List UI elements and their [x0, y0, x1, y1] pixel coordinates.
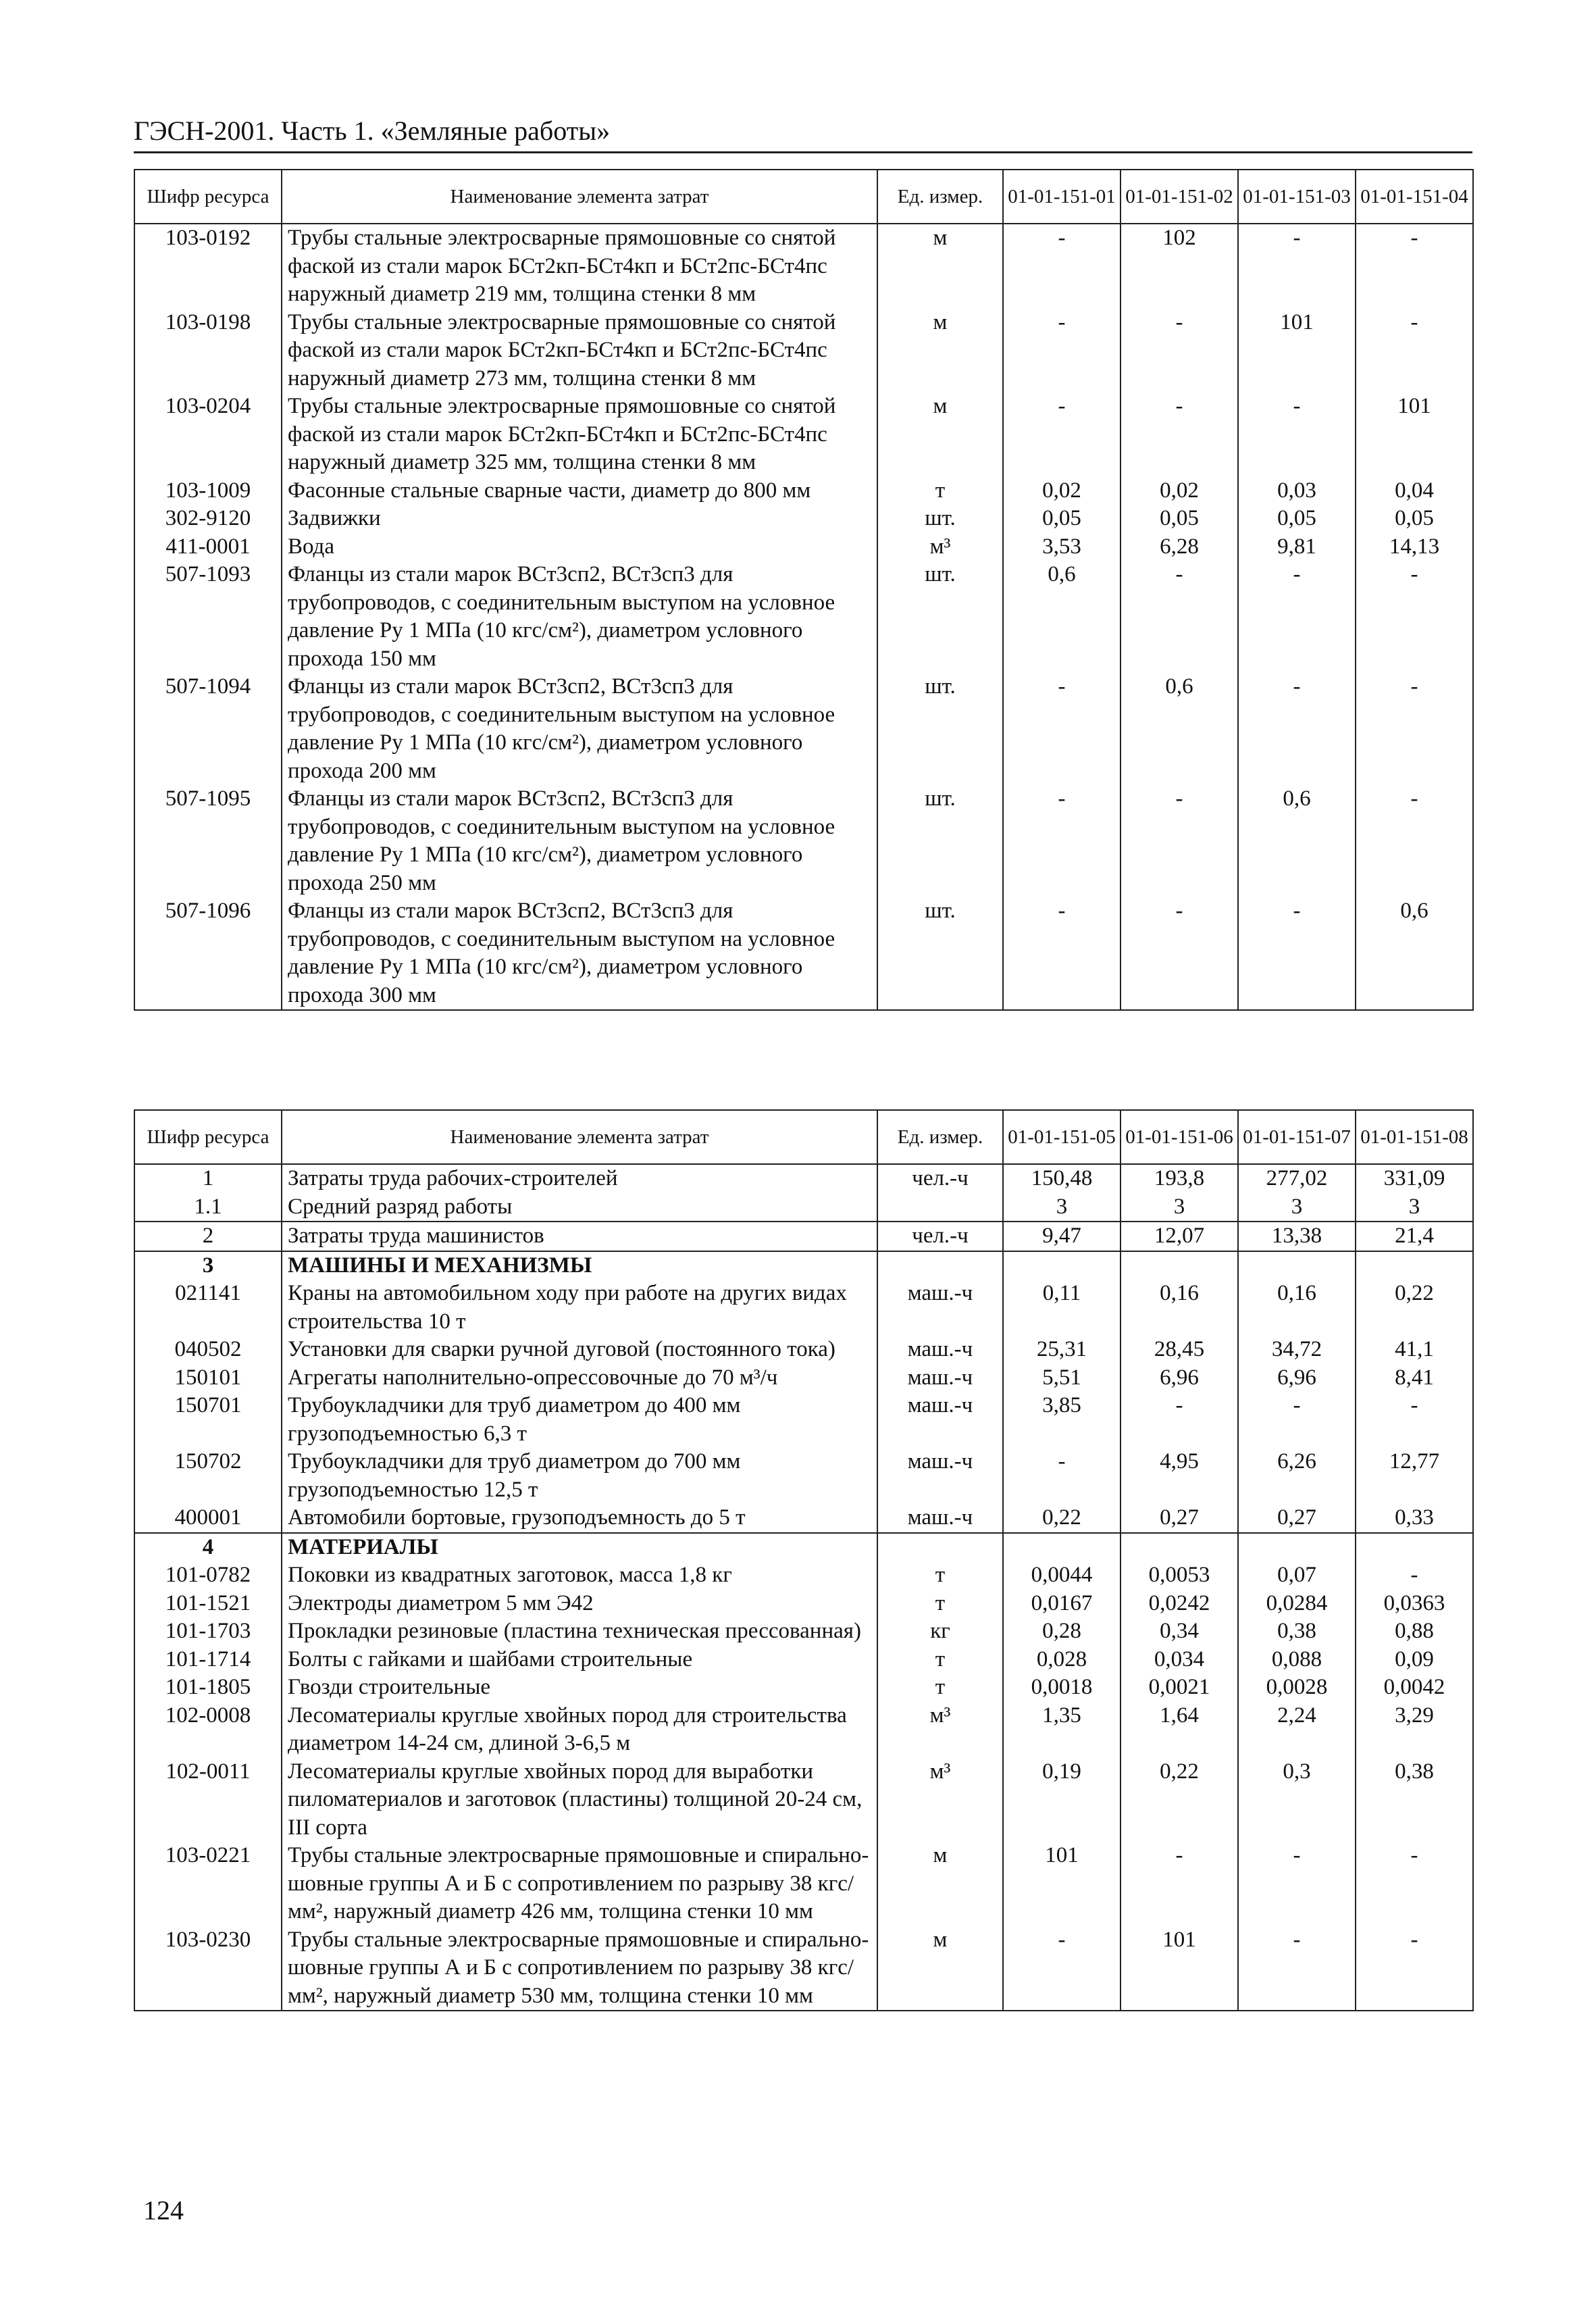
value-cell-2: -: [1121, 1842, 1238, 1926]
value-cell-4: 3: [1356, 1193, 1473, 1222]
value-cell-4: 8,41: [1356, 1364, 1473, 1392]
column-header-v4: 01-01-151-08: [1356, 1110, 1473, 1164]
value-cell-3: 0,0284: [1238, 1590, 1356, 1618]
table-row: [134, 1251, 1473, 1280]
value-cell-1: -: [1003, 309, 1121, 393]
value-cell-4: -: [1356, 1392, 1473, 1448]
value-cell-2: 0,05: [1121, 505, 1238, 533]
value-cell-2: -: [1121, 309, 1238, 393]
value-cell-3: 277,02: [1238, 1164, 1356, 1193]
resource-name-cell: Гвозди строительные: [282, 1674, 877, 1702]
resource-code-cell: 507-1096: [134, 897, 282, 1010]
resource-name-cell: Фланцы из стали марок ВСт3сп2, ВСт3сп3 для трубопроводов, с соединительным выступом на условное давление Ру 1 МПа (10 кгс/см²), диаметром условного прохода 200 мм: [282, 673, 877, 785]
resource-code-cell: 507-1093: [134, 561, 282, 673]
value-cell-1: 9,47: [1003, 1222, 1121, 1251]
value-cell-2: [1121, 1533, 1238, 1562]
resource-name-cell: Трубы стальные электросварные прямошовные со снятой фаской из стали марок БСт2кп-БСт4кп и БСт2пс-БСт4пс наружный диаметр 273 мм, толщина стенки 8 мм: [282, 309, 877, 393]
resource-code-cell: 302-9120: [134, 505, 282, 533]
column-header-v1: 01-01-151-05: [1003, 1110, 1121, 1164]
value-cell-4: 12,77: [1356, 1448, 1473, 1504]
unit-cell: м³: [877, 1758, 1003, 1842]
unit-cell: маш.-ч: [877, 1364, 1003, 1392]
unit-cell: м: [877, 1926, 1003, 2011]
table-row: [134, 1617, 1473, 1646]
column-header-code: Шифр ресурса: [134, 170, 282, 224]
value-cell-3: 0,27: [1238, 1504, 1356, 1533]
table-row: [134, 224, 1473, 309]
value-cell-4: 0,38: [1356, 1758, 1473, 1842]
value-cell-2: -: [1121, 1392, 1238, 1448]
value-cell-2: 0,34: [1121, 1617, 1238, 1646]
unit-cell: шт.: [877, 505, 1003, 533]
value-cell-1: -: [1003, 1926, 1121, 2011]
table-row: [134, 897, 1473, 1010]
resource-code-cell: 507-1095: [134, 785, 282, 897]
value-cell-1: 0,22: [1003, 1504, 1121, 1533]
value-cell-3: [1238, 1533, 1356, 1562]
resource-code-cell: 1.1: [134, 1193, 282, 1222]
value-cell-3: -: [1238, 897, 1356, 1010]
resource-code-cell: 2: [134, 1222, 282, 1251]
value-cell-3: -: [1238, 1392, 1356, 1448]
value-cell-1: 0,28: [1003, 1617, 1121, 1646]
value-cell-2: -: [1121, 785, 1238, 897]
resource-code-cell: 103-0230: [134, 1926, 282, 2011]
resource-name-cell: Трубоукладчики для труб диаметром до 700 мм грузоподъемностью 12,5 т: [282, 1448, 877, 1504]
table-row: [134, 1674, 1473, 1702]
table-row: [134, 1702, 1473, 1758]
unit-cell: т: [877, 477, 1003, 505]
table-row: [134, 1193, 1473, 1222]
value-cell-4: -: [1356, 561, 1473, 673]
value-cell-2: 0,0242: [1121, 1590, 1238, 1618]
value-cell-4: 0,09: [1356, 1646, 1473, 1674]
value-cell-3: 101: [1238, 309, 1356, 393]
unit-cell: маш.-ч: [877, 1336, 1003, 1364]
resource-code-cell: 3: [134, 1251, 282, 1280]
unit-cell: чел.-ч: [877, 1222, 1003, 1251]
resource-name-cell: Поковки из квадратных заготовок, масса 1,8 кг: [282, 1561, 877, 1590]
table-row: [134, 1336, 1473, 1364]
value-cell-1: 3: [1003, 1193, 1121, 1222]
unit-cell: м: [877, 393, 1003, 477]
value-cell-2: 0,0021: [1121, 1674, 1238, 1702]
unit-cell: м: [877, 224, 1003, 309]
unit-cell: т: [877, 1646, 1003, 1674]
value-cell-2: 6,96: [1121, 1364, 1238, 1392]
value-cell-2: 0,6: [1121, 673, 1238, 785]
value-cell-3: 6,96: [1238, 1364, 1356, 1392]
table-row: [134, 785, 1473, 897]
resource-name-cell: Трубы стальные электросварные прямошовные со снятой фаской из стали марок БСт2кп-БСт4кп и БСт2пс-БСт4пс наружный диаметр 325 мм, толщина стенки 8 мм: [282, 393, 877, 477]
column-header-name: Наименование элемента затрат: [282, 1110, 877, 1164]
resource-code-cell: 101-1805: [134, 1674, 282, 1702]
value-cell-1: 0,6: [1003, 561, 1121, 673]
resource-code-cell: 150101: [134, 1364, 282, 1392]
resource-code-cell: 411-0001: [134, 533, 282, 561]
table-row: [134, 1561, 1473, 1590]
value-cell-3: 0,38: [1238, 1617, 1356, 1646]
resource-name-cell: Фланцы из стали марок ВСт3сп2, ВСт3сп3 для трубопроводов, с соединительным выступом на условное давление Ру 1 МПа (10 кгс/см²), диаметром условного прохода 150 мм: [282, 561, 877, 673]
value-cell-3: 13,38: [1238, 1222, 1356, 1251]
value-cell-1: 0,028: [1003, 1646, 1121, 1674]
resource-code-cell: 150702: [134, 1448, 282, 1504]
resource-name-cell: МАШИНЫ И МЕХАНИЗМЫ: [282, 1251, 877, 1280]
resource-code-cell: 101-1703: [134, 1617, 282, 1646]
value-cell-1: 0,05: [1003, 505, 1121, 533]
value-cell-2: 0,034: [1121, 1646, 1238, 1674]
unit-cell: шт.: [877, 561, 1003, 673]
value-cell-3: -: [1238, 224, 1356, 309]
resource-name-cell: Болты с гайками и шайбами строительные: [282, 1646, 877, 1674]
table-row: [134, 477, 1473, 505]
value-cell-4: 101: [1356, 393, 1473, 477]
value-cell-3: 0,07: [1238, 1561, 1356, 1590]
column-header-v3: 01-01-151-03: [1238, 170, 1356, 224]
value-cell-4: -: [1356, 785, 1473, 897]
table-body: [134, 1164, 1473, 2011]
value-cell-3: 0,05: [1238, 505, 1356, 533]
unit-cell: м³: [877, 533, 1003, 561]
value-cell-4: -: [1356, 1561, 1473, 1590]
value-cell-3: [1238, 1251, 1356, 1280]
value-cell-4: 0,88: [1356, 1617, 1473, 1646]
table-row: [134, 505, 1473, 533]
resource-name-cell: МАТЕРИАЛЫ: [282, 1533, 877, 1562]
value-cell-1: 1,35: [1003, 1702, 1121, 1758]
resource-name-cell: Трубоукладчики для труб диаметром до 400 мм грузоподъемностью 6,3 т: [282, 1392, 877, 1448]
table-row: [134, 393, 1473, 477]
value-cell-4: -: [1356, 224, 1473, 309]
table-row: [134, 1164, 1473, 1193]
table-header-row: [134, 1110, 1473, 1164]
resource-code-cell: 021141: [134, 1280, 282, 1336]
resource-name-cell: Вода: [282, 533, 877, 561]
table-row: [134, 1646, 1473, 1674]
value-cell-3: -: [1238, 561, 1356, 673]
unit-cell: маш.-ч: [877, 1392, 1003, 1448]
column-header-unit: Ед. измер.: [877, 1110, 1003, 1164]
value-cell-4: -: [1356, 1842, 1473, 1926]
table-row: [134, 309, 1473, 393]
value-cell-4: -: [1356, 673, 1473, 785]
table-row: [134, 1504, 1473, 1533]
table-header-row: [134, 170, 1473, 224]
resource-code-cell: 102-0008: [134, 1702, 282, 1758]
value-cell-4: 41,1: [1356, 1336, 1473, 1364]
value-cell-3: 0,16: [1238, 1280, 1356, 1336]
resource-code-cell: 103-1009: [134, 477, 282, 505]
unit-cell: кг: [877, 1617, 1003, 1646]
value-cell-2: 0,16: [1121, 1280, 1238, 1336]
unit-cell: [877, 1251, 1003, 1280]
resource-code-cell: 101-1521: [134, 1590, 282, 1618]
value-cell-1: -: [1003, 224, 1121, 309]
unit-cell: маш.-ч: [877, 1448, 1003, 1504]
unit-cell: м: [877, 1842, 1003, 1926]
value-cell-1: 0,11: [1003, 1280, 1121, 1336]
value-cell-2: 28,45: [1121, 1336, 1238, 1364]
value-cell-1: 150,48: [1003, 1164, 1121, 1193]
value-cell-3: 0,088: [1238, 1646, 1356, 1674]
value-cell-4: -: [1356, 1926, 1473, 2011]
value-cell-2: 3: [1121, 1193, 1238, 1222]
value-cell-3: 9,81: [1238, 533, 1356, 561]
column-header-code: Шифр ресурса: [134, 1110, 282, 1164]
value-cell-3: -: [1238, 1842, 1356, 1926]
table-body: [134, 224, 1473, 1010]
table-row: [134, 1533, 1473, 1562]
resource-code-cell: 1: [134, 1164, 282, 1193]
resource-code-cell: 507-1094: [134, 673, 282, 785]
resource-name-cell: Фасонные стальные сварные части, диаметр до 800 мм: [282, 477, 877, 505]
unit-cell: м: [877, 309, 1003, 393]
table-row: [134, 1926, 1473, 2011]
value-cell-1: 0,0167: [1003, 1590, 1121, 1618]
resource-name-cell: Краны на автомобильном ходу при работе на других видах строительства 10 т: [282, 1280, 877, 1336]
value-cell-3: -: [1238, 673, 1356, 785]
value-cell-3: 34,72: [1238, 1336, 1356, 1364]
column-header-v2: 01-01-151-06: [1121, 1110, 1238, 1164]
value-cell-4: 0,6: [1356, 897, 1473, 1010]
resource-name-cell: Затраты труда машинистов: [282, 1222, 877, 1251]
resource-name-cell: Автомобили бортовые, грузоподъемность до 5 т: [282, 1504, 877, 1533]
value-cell-4: 0,0042: [1356, 1674, 1473, 1702]
resource-name-cell: Фланцы из стали марок ВСт3сп2, ВСт3сп3 для трубопроводов, с соединительным выступом на условное давление Ру 1 МПа (10 кгс/см²), диаметром условного прохода 250 мм: [282, 785, 877, 897]
resource-name-cell: Прокладки резиновые (пластина техническая прессованная): [282, 1617, 877, 1646]
resource-code-cell: 4: [134, 1533, 282, 1562]
unit-cell: шт.: [877, 897, 1003, 1010]
table-row: [134, 1758, 1473, 1842]
value-cell-1: [1003, 1533, 1121, 1562]
value-cell-2: 101: [1121, 1926, 1238, 2011]
resource-table-1: [134, 169, 1474, 1011]
resource-code-cell: 400001: [134, 1504, 282, 1533]
resource-code-cell: 102-0011: [134, 1758, 282, 1842]
value-cell-3: 0,3: [1238, 1758, 1356, 1842]
value-cell-2: 0,27: [1121, 1504, 1238, 1533]
value-cell-2: 1,64: [1121, 1702, 1238, 1758]
resource-code-cell: 103-0192: [134, 224, 282, 309]
page-number: 124: [143, 2195, 184, 2225]
resource-name-cell: Агрегаты наполнительно-опрессовочные до 70 м³/ч: [282, 1364, 877, 1392]
value-cell-2: -: [1121, 561, 1238, 673]
resource-table-2: [134, 1109, 1474, 2011]
value-cell-2: 12,07: [1121, 1222, 1238, 1251]
table-row: [134, 1842, 1473, 1926]
value-cell-3: 3: [1238, 1193, 1356, 1222]
value-cell-4: 21,4: [1356, 1222, 1473, 1251]
value-cell-3: 2,24: [1238, 1702, 1356, 1758]
unit-cell: шт.: [877, 673, 1003, 785]
value-cell-4: 0,05: [1356, 505, 1473, 533]
value-cell-4: 331,09: [1356, 1164, 1473, 1193]
column-header-v1: 01-01-151-01: [1003, 170, 1121, 224]
value-cell-1: -: [1003, 785, 1121, 897]
unit-cell: шт.: [877, 785, 1003, 897]
value-cell-3: 0,0028: [1238, 1674, 1356, 1702]
column-header-name: Наименование элемента затрат: [282, 170, 877, 224]
resource-code-cell: 103-0204: [134, 393, 282, 477]
value-cell-1: 25,31: [1003, 1336, 1121, 1364]
value-cell-4: 0,0363: [1356, 1590, 1473, 1618]
value-cell-1: 0,02: [1003, 477, 1121, 505]
table-row: [134, 561, 1473, 673]
resource-code-cell: 103-0221: [134, 1842, 282, 1926]
resource-name-cell: Трубы стальные электросварные прямошовные и спирально-шовные группы А и Б с сопротивлением по разрыву 38 кгс/мм², наружный диаметр 426 мм, толщина стенки 10 мм: [282, 1842, 877, 1926]
value-cell-1: 0,0044: [1003, 1561, 1121, 1590]
value-cell-2: -: [1121, 897, 1238, 1010]
table-row: [134, 533, 1473, 561]
value-cell-1: 3,85: [1003, 1392, 1121, 1448]
unit-cell: т: [877, 1561, 1003, 1590]
value-cell-3: -: [1238, 393, 1356, 477]
value-cell-2: -: [1121, 393, 1238, 477]
resource-name-cell: Трубы стальные электросварные прямошовные и спирально-шовные группы А и Б с сопротивлением по разрыву 38 кгс/мм², наружный диаметр 530 мм, толщина стенки 10 мм: [282, 1926, 877, 2011]
column-header-v4: 01-01-151-04: [1356, 170, 1473, 224]
value-cell-4: [1356, 1533, 1473, 1562]
value-cell-1: [1003, 1251, 1121, 1280]
value-cell-3: -: [1238, 1926, 1356, 2011]
table-row: [134, 1280, 1473, 1336]
value-cell-1: -: [1003, 393, 1121, 477]
resource-name-cell: Электроды диаметром 5 мм Э42: [282, 1590, 877, 1618]
resource-code-cell: 103-0198: [134, 309, 282, 393]
resource-code-cell: 101-1714: [134, 1646, 282, 1674]
value-cell-4: [1356, 1251, 1473, 1280]
value-cell-3: 0,6: [1238, 785, 1356, 897]
resource-name-cell: Фланцы из стали марок ВСт3сп2, ВСт3сп3 для трубопроводов, с соединительным выступом на условное давление Ру 1 МПа (10 кгс/см²), диаметром условного прохода 300 мм: [282, 897, 877, 1010]
value-cell-2: 0,02: [1121, 477, 1238, 505]
resource-name-cell: Лесоматериалы круглые хвойных пород для выработки пиломатериалов и заготовок (пластины) толщиной 20-24 см, III сорта: [282, 1758, 877, 1842]
value-cell-2: [1121, 1251, 1238, 1280]
value-cell-1: 101: [1003, 1842, 1121, 1926]
value-cell-2: 102: [1121, 224, 1238, 309]
resource-name-cell: Трубы стальные электросварные прямошовные со снятой фаской из стали марок БСт2кп-БСт4кп и БСт2пс-БСт4пс наружный диаметр 219 мм, толщина стенки 8 мм: [282, 224, 877, 309]
page-header: ГЭСН-2001. Часть 1. «Земляные работы»: [134, 115, 1472, 153]
unit-cell: чел.-ч: [877, 1164, 1003, 1193]
unit-cell: [877, 1193, 1003, 1222]
unit-cell: т: [877, 1590, 1003, 1618]
column-header-unit: Ед. измер.: [877, 170, 1003, 224]
value-cell-2: 193,8: [1121, 1164, 1238, 1193]
resource-name-cell: Задвижки: [282, 505, 877, 533]
resource-name-cell: Установки для сварки ручной дуговой (постоянного тока): [282, 1336, 877, 1364]
value-cell-1: 0,19: [1003, 1758, 1121, 1842]
table-row: [134, 1364, 1473, 1392]
resource-name-cell: Лесоматериалы круглые хвойных пород для строительства диаметром 14-24 см, длиной 3-6,5 м: [282, 1702, 877, 1758]
column-header-v3: 01-01-151-07: [1238, 1110, 1356, 1164]
value-cell-4: 0,33: [1356, 1504, 1473, 1533]
resource-code-cell: 101-0782: [134, 1561, 282, 1590]
value-cell-2: 4,95: [1121, 1448, 1238, 1504]
value-cell-4: 0,04: [1356, 477, 1473, 505]
value-cell-1: -: [1003, 897, 1121, 1010]
value-cell-3: 0,03: [1238, 477, 1356, 505]
resource-code-cell: 150701: [134, 1392, 282, 1448]
value-cell-4: -: [1356, 309, 1473, 393]
resource-code-cell: 040502: [134, 1336, 282, 1364]
value-cell-2: 0,22: [1121, 1758, 1238, 1842]
value-cell-1: 3,53: [1003, 533, 1121, 561]
value-cell-4: 0,22: [1356, 1280, 1473, 1336]
resource-name-cell: Средний разряд работы: [282, 1193, 877, 1222]
column-header-v2: 01-01-151-02: [1121, 170, 1238, 224]
unit-cell: маш.-ч: [877, 1504, 1003, 1533]
unit-cell: [877, 1533, 1003, 1562]
value-cell-1: -: [1003, 1448, 1121, 1504]
value-cell-1: -: [1003, 673, 1121, 785]
value-cell-4: 3,29: [1356, 1702, 1473, 1758]
value-cell-3: 6,26: [1238, 1448, 1356, 1504]
resource-name-cell: Затраты труда рабочих-строителей: [282, 1164, 877, 1193]
table-row: [134, 1448, 1473, 1504]
unit-cell: т: [877, 1674, 1003, 1702]
value-cell-4: 14,13: [1356, 533, 1473, 561]
value-cell-1: 0,0018: [1003, 1674, 1121, 1702]
unit-cell: маш.-ч: [877, 1280, 1003, 1336]
value-cell-2: 6,28: [1121, 533, 1238, 561]
table-row: [134, 1222, 1473, 1251]
table-row: [134, 1590, 1473, 1618]
table-row: [134, 673, 1473, 785]
unit-cell: м³: [877, 1702, 1003, 1758]
table-row: [134, 1392, 1473, 1448]
value-cell-2: 0,0053: [1121, 1561, 1238, 1590]
value-cell-1: 5,51: [1003, 1364, 1121, 1392]
